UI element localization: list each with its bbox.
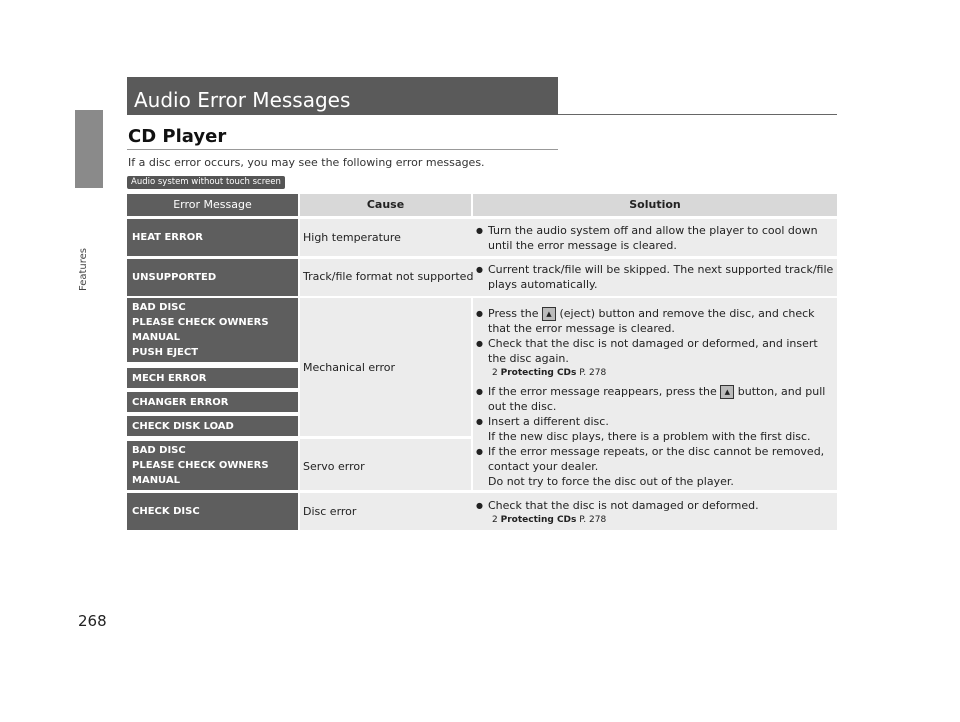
message-unsupported: UNSUPPORTED [127, 259, 298, 296]
sidebar-tab [75, 110, 103, 188]
solution-heat: ● Turn the audio system off and allow the player to cool down until the error message is cleared. [476, 223, 836, 253]
eject-icon: ▲ [542, 307, 556, 321]
message-check-disk-load: CHECK DISK LOAD [127, 416, 298, 436]
cause-mechanical: Mechanical error [303, 361, 396, 374]
message-heat-error: HEAT ERROR [127, 219, 298, 256]
sidebar-label: Features [78, 248, 89, 291]
system-tag: Audio system without touch screen [127, 176, 285, 189]
cause-heat: High temperature [303, 231, 401, 244]
reference-protecting-cds: 2 Protecting CDs P. 278 [492, 515, 607, 525]
solution-step-reappear: ● If the error message reappears, press the ▲ button, and pull out the disc. [476, 384, 836, 414]
solution-step-different-disc: ● Insert a different disc. If the new disc plays, there is a problem with the first disc. [476, 414, 836, 444]
header-error-message: Error Message [127, 194, 298, 216]
solution-step-dealer: ● If the error message repeats, or the disc cannot be removed, contact your dealer. Do not try to force the disc out of the player. [476, 444, 836, 489]
cause-check-disc: Disc error [303, 505, 357, 518]
solution-step-check: ● Check that the disc is not damaged or deformed, and insert the disc again. [476, 336, 836, 366]
header-cause: Cause [300, 194, 471, 216]
solution-check-disc: ● Check that the disc is not damaged or deformed. 2 Protecting CDs P. 278 [476, 498, 836, 528]
section-title: CD Player [128, 126, 227, 147]
page-title: Audio Error Messages [134, 88, 351, 112]
page-number: 268 [78, 612, 107, 630]
intro-text: If a disc error occurs, you may see the following error messages. [128, 156, 485, 169]
message-check-disc: CHECK DISC [127, 493, 298, 530]
message-bad-disc-manual: BAD DISC PLEASE CHECK OWNERS MANUAL [127, 441, 298, 490]
message-mech-error: MECH ERROR [127, 368, 298, 388]
cause-unsupported: Track/file format not supported [303, 270, 474, 283]
section-rule [127, 149, 558, 150]
header-solution: Solution [473, 194, 837, 216]
reference-protecting-cds: 2 Protecting CDs P. 278 [492, 368, 607, 378]
eject-icon: ▲ [720, 385, 734, 399]
solution-step-eject: ● Press the ▲ (eject) button and remove the disc, and check that the error message is cleared. [476, 306, 836, 336]
solution-unsupported: ● Current track/file will be skipped. The next supported track/file plays automatically. [476, 262, 836, 292]
message-changer-error: CHANGER ERROR [127, 392, 298, 412]
message-bad-disc-push-eject: BAD DISC PLEASE CHECK OWNERS MANUAL PUSH EJECT [127, 298, 298, 362]
title-rule [558, 114, 837, 115]
cause-servo: Servo error [303, 460, 365, 473]
solution-shared [476, 306, 836, 489]
title-bar [127, 77, 558, 115]
